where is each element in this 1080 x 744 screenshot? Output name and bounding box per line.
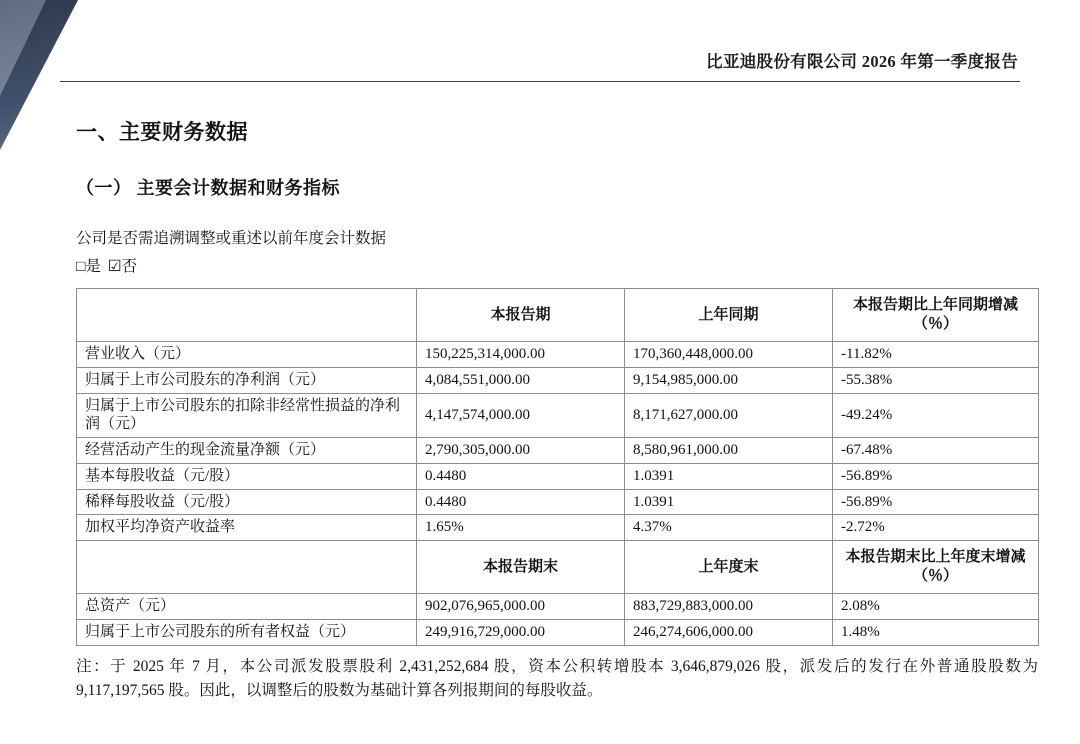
row-previous: 8,580,961,000.00 <box>625 438 833 464</box>
table-row <box>77 515 1039 541</box>
document-header-title: 比亚迪股份有限公司 2026 年第一季度报告 <box>706 52 1018 71</box>
table-row <box>77 463 1039 489</box>
row-label: 总资产（元） <box>77 594 417 620</box>
row-previous: 4.37% <box>625 515 833 541</box>
row-previous: 1.0391 <box>625 489 833 515</box>
table-header-period-end: 本报告期末 <box>417 541 625 594</box>
row-change: -2.72% <box>833 515 1039 541</box>
checkbox-yes[interactable]: □是 <box>76 258 101 275</box>
row-previous: 246,274,606,000.00 <box>625 619 833 645</box>
table-row <box>77 619 1039 645</box>
table-footnote: 注：于 2025 年 7 月，本公司派发股票股利 2,431,252,684 股，资本公积转增股本 3,646,879,026 股，派发后的发行在外普通股股数为 9,117,197,565 股。因此，以调整后的股数为基础计算各列报期间的每股收益。 <box>76 657 1038 699</box>
table-header-prior-year-end: 上年度末 <box>625 541 833 594</box>
row-current: 2,790,305,000.00 <box>417 438 625 464</box>
row-label: 归属于上市公司股东的所有者权益（元） <box>77 619 417 645</box>
row-current: 0.4480 <box>417 463 625 489</box>
row-change: -56.89% <box>833 463 1039 489</box>
table-header-current-period: 本报告期 <box>417 289 625 342</box>
row-current: 1.65% <box>417 515 625 541</box>
row-current: 4,084,551,000.00 <box>417 367 625 393</box>
table-row <box>77 342 1039 368</box>
row-change: 2.08% <box>833 594 1039 620</box>
row-current: 4,147,574,000.00 <box>417 393 625 438</box>
table-header-prior-period: 上年同期 <box>625 289 833 342</box>
table-row <box>77 489 1039 515</box>
table-header-change: 本报告期比上年同期增减（％） <box>833 289 1039 342</box>
row-previous: 170,360,448,000.00 <box>625 342 833 368</box>
table-row <box>77 367 1039 393</box>
row-label: 加权平均净资产收益率 <box>77 515 417 541</box>
row-current: 249,916,729,000.00 <box>417 619 625 645</box>
report-sheet <box>24 22 1056 722</box>
table-header-change-end: 本报告期末比上年度末增减（％） <box>833 541 1039 594</box>
row-change: -56.89% <box>833 489 1039 515</box>
restatement-choices <box>76 254 1020 276</box>
row-change: -55.38% <box>833 367 1039 393</box>
row-previous: 883,729,883,000.00 <box>625 594 833 620</box>
row-change: -49.24% <box>833 393 1039 438</box>
row-change: -11.82% <box>833 342 1039 368</box>
table-header-blank <box>77 289 417 342</box>
row-previous: 8,171,627,000.00 <box>625 393 833 438</box>
row-label: 稀释每股收益（元/股） <box>77 489 417 515</box>
financial-data-table <box>76 288 1039 646</box>
table-row <box>77 438 1039 464</box>
row-previous: 1.0391 <box>625 463 833 489</box>
subsection-title: （一） 主要会计数据和财务指标 <box>76 178 340 198</box>
row-change: 1.48% <box>833 619 1039 645</box>
row-label: 归属于上市公司股东的扣除非经常性损益的净利润（元） <box>77 393 417 438</box>
row-current: 0.4480 <box>417 489 625 515</box>
row-label: 经营活动产生的现金流量净额（元） <box>77 438 417 464</box>
table-header-row-top <box>77 289 1039 342</box>
table-header-blank <box>77 541 417 594</box>
row-current: 902,076,965,000.00 <box>417 594 625 620</box>
row-label: 归属于上市公司股东的净利润（元） <box>77 367 417 393</box>
table-row <box>77 393 1039 438</box>
row-label: 营业收入（元） <box>77 342 417 368</box>
row-label: 基本每股收益（元/股） <box>77 463 417 489</box>
page-title: 一、主要财务数据 <box>76 120 248 144</box>
row-current: 150,225,314,000.00 <box>417 342 625 368</box>
table-row <box>77 594 1039 620</box>
header-divider <box>60 81 1020 82</box>
restatement-question: 公司是否需追溯调整或重述以前年度会计数据 <box>76 230 387 247</box>
table-header-row-bottom <box>77 541 1039 594</box>
checkbox-no[interactable]: ☑否 <box>107 258 138 275</box>
row-previous: 9,154,985,000.00 <box>625 367 833 393</box>
row-change: -67.48% <box>833 438 1039 464</box>
